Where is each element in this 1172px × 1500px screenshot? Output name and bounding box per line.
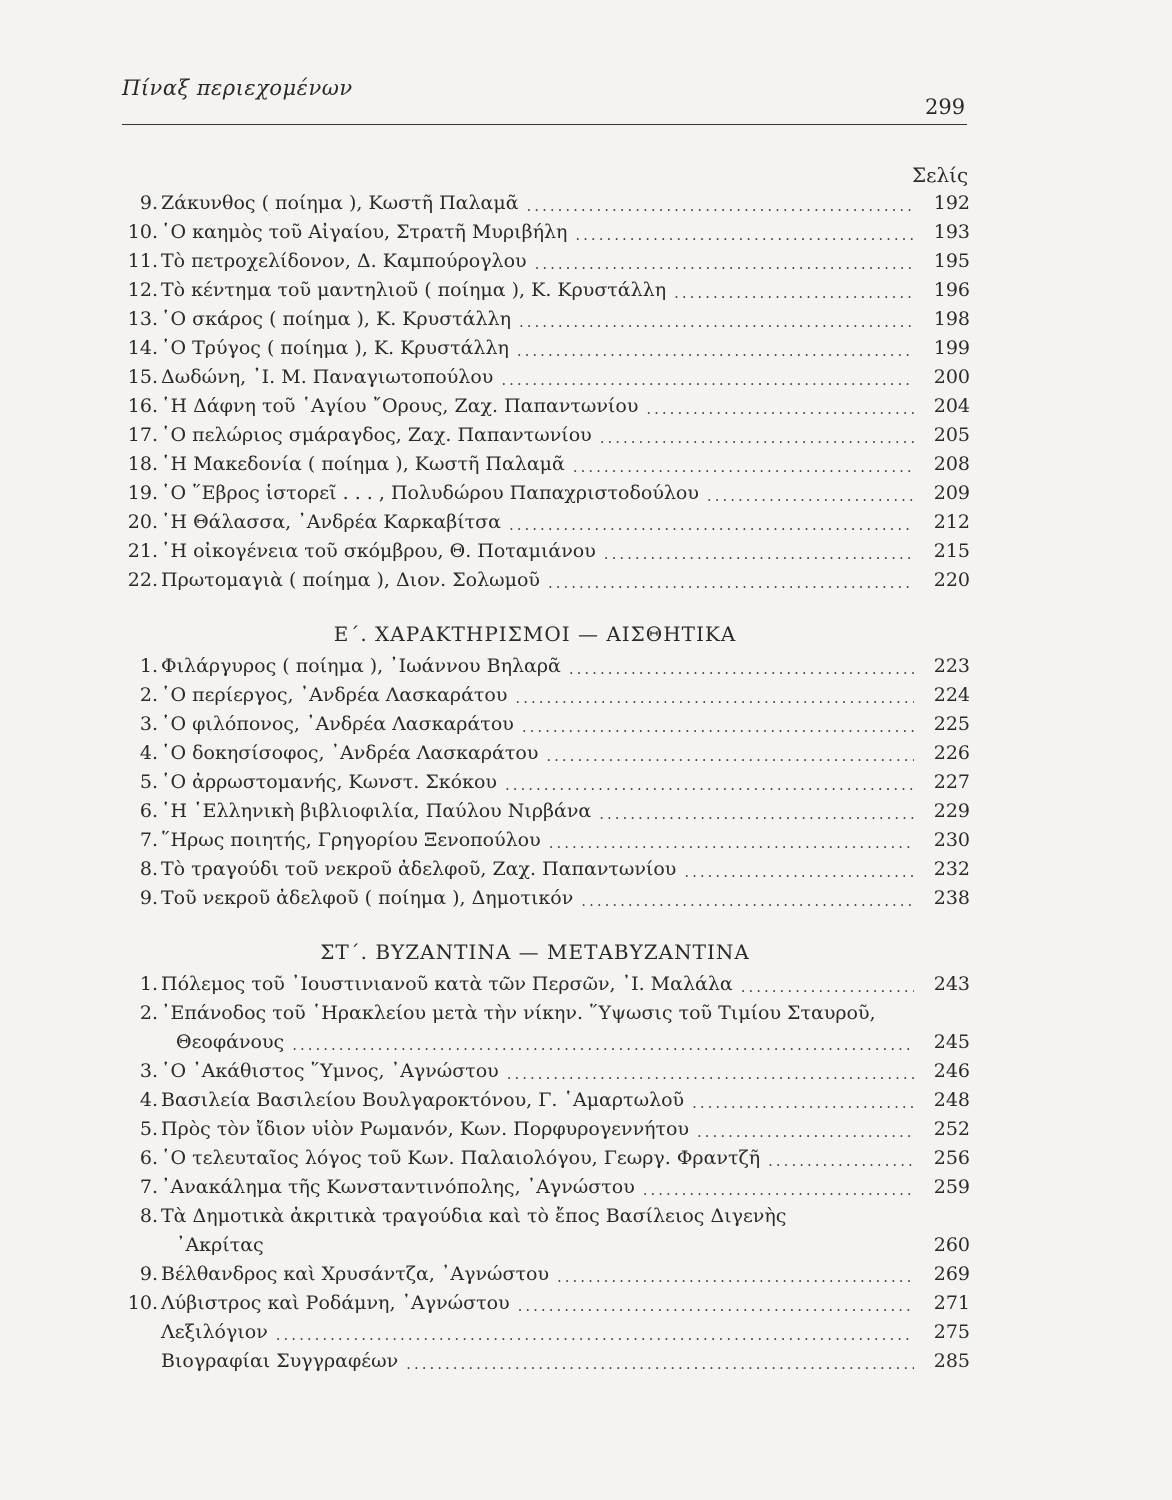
dot-leader (515, 689, 914, 708)
entry-page: 226 (933, 742, 970, 765)
toc-entry (100, 1055, 970, 1084)
dot-leader (517, 342, 914, 361)
toc-entry (100, 274, 970, 303)
entry-number: 14. (127, 337, 158, 360)
dot-leader (507, 1065, 914, 1084)
entry-title: Λύβιστρος καὶ Ροδάμνη, ᾿Αγνώστου (161, 1292, 510, 1315)
entry-page: 229 (933, 800, 970, 823)
toc-entry (100, 216, 970, 245)
toc-entry (100, 477, 970, 506)
entry-number: 5. (139, 771, 158, 794)
toc-entry (100, 187, 970, 216)
toc-entry (100, 1287, 970, 1316)
dot-leader (509, 516, 914, 535)
entry-number: 19. (127, 482, 158, 505)
entry-number: 8. (139, 1205, 158, 1228)
dot-leader (707, 487, 914, 506)
entry-page: 285 (933, 1350, 970, 1373)
entry-number: 1. (139, 973, 158, 996)
entry-number: 15. (127, 366, 158, 389)
dot-leader (522, 718, 914, 737)
entry-title: ῾Ο τελευταῖος λόγος τοῦ Κων. Παλαιολόγου, Γεωργ. Φραντζῆ (161, 1147, 761, 1170)
entry-number: 3. (139, 713, 158, 736)
entry-page: 232 (933, 858, 970, 881)
entry-number: 4. (139, 1089, 158, 1112)
dot-leader (768, 1152, 914, 1171)
toc-entry (100, 419, 970, 448)
entry-title: Πρωτομαγιὰ ( ποίημα ), Διον. Σολωμοῦ (161, 569, 540, 592)
entry-page: 252 (933, 1118, 970, 1141)
entry-page: 245 (933, 1031, 970, 1054)
entry-page: 260 (933, 1234, 970, 1257)
toc-entry (100, 1171, 970, 1200)
entry-page: 275 (933, 1321, 970, 1344)
entry-number: 10. (127, 1292, 158, 1315)
entry-number: 6. (139, 1147, 158, 1170)
entry-page: 224 (933, 684, 970, 707)
entry-page: 193 (933, 221, 970, 244)
dot-leader (575, 226, 914, 245)
entry-page: 256 (933, 1147, 970, 1170)
page-number: 299 (925, 95, 966, 119)
entry-number: 1. (139, 655, 158, 678)
entry-title: Δωδώνη, ᾿Ι. Μ. Παναγιωτοπούλου (161, 366, 494, 389)
toc-entry (100, 1345, 970, 1374)
toc-entry (100, 679, 970, 708)
section-e-heading: Ε΄. ΧΑΡΑΚΤΗΡΙΣΜΟΙ — ΑΙΣΘΗΤΙΚΑ (333, 622, 737, 646)
toc-entry (100, 824, 970, 853)
entry-page: 195 (933, 250, 970, 273)
dot-leader (573, 458, 914, 477)
toc-entry (100, 1113, 970, 1142)
header-rule (122, 124, 967, 125)
entry-page: 196 (933, 279, 970, 302)
entry-page: 248 (933, 1089, 970, 1112)
entry-title: Τοῦ νεκροῦ ἀδελφοῦ ( ποίημα ), Δημοτικόν (161, 887, 574, 910)
toc-entry (100, 448, 970, 477)
entry-title: ῾Ο δοκησίσοφος, ᾿Ανδρέα Λασκαράτου (161, 742, 539, 765)
entry-title: Θεοφάνους (176, 1031, 285, 1054)
page-column-label: Σελίς (912, 163, 969, 187)
entry-page: 243 (933, 973, 970, 996)
dot-leader (741, 978, 914, 997)
dot-leader (519, 313, 914, 332)
entry-title: Τὸ τραγούδι τοῦ νεκροῦ ἀδελφοῦ, Ζαχ. Παπαντωνίου (161, 858, 677, 881)
toc-entry (100, 1142, 970, 1171)
dot-leader (604, 545, 914, 564)
entry-page: 271 (933, 1292, 970, 1315)
entry-number: 8. (139, 858, 158, 881)
toc-entry-continuation (100, 1026, 970, 1055)
entry-number: 9. (139, 887, 158, 910)
entry-number: 2. (139, 1002, 158, 1025)
toc-entry (100, 1258, 970, 1287)
dot-leader (697, 1123, 914, 1142)
toc-entry (100, 795, 970, 824)
entry-page: 225 (933, 713, 970, 736)
entry-title: ῾Ο ᾿Ακάθιστος ῞Υμνος, ᾿Αγνώστου (161, 1060, 499, 1083)
dot-leader (599, 805, 914, 824)
entry-number: 6. (139, 800, 158, 823)
dot-leader (600, 429, 914, 448)
entry-number: 21. (127, 540, 158, 563)
dot-leader (501, 371, 914, 390)
entry-number: 7. (139, 829, 158, 852)
dot-leader (292, 1036, 914, 1055)
dot-leader (548, 574, 914, 593)
entry-number: 3. (139, 1060, 158, 1083)
entry-page: 205 (933, 424, 970, 447)
toc-entry (100, 853, 970, 882)
entry-title: ῾Ο καημὸς τοῦ Αἰγαίου, Στρατῆ Μυριβήλη (161, 221, 568, 244)
entry-title: ᾿Ανακάλημα τῆς Κωνσταντινόπολης, ᾿Αγνώστου (161, 1176, 635, 1199)
toc-entry (100, 1084, 970, 1113)
toc-entry (100, 245, 970, 274)
entry-number: 4. (139, 742, 158, 765)
entry-title: Βασιλεία Βασιλείου Βουλγαροκτόνου, Γ. ῾Αμαρτωλοῦ (161, 1089, 685, 1112)
entry-title: ῾Η Μακεδονία ( ποίημα ), Κωστῆ Παλαμᾶ (161, 453, 565, 476)
entry-title: ᾿Επάνοδος τοῦ ῾Ηρακλείου μετὰ τὴν νίκην. ῞Υψωσις τοῦ Τιμίου Σταυροῦ, (161, 1002, 876, 1025)
entry-title: Τὰ Δημοτικὰ ἀκριτικὰ τραγούδια καὶ τὸ ἔπος Βασίλειος Διγενὴς (161, 1205, 787, 1228)
toc-entry (100, 737, 970, 766)
toc-entry (100, 766, 970, 795)
entry-title: Τὸ πετροχελίδονον, Δ. Καμπούρογλου (161, 250, 527, 273)
dot-leader (646, 400, 914, 419)
toc-entry-continuation (100, 1229, 970, 1258)
entry-page: 238 (933, 887, 970, 910)
entry-title: ῾Ο φιλόπονος, ᾿Ανδρέα Λασκαράτου (161, 713, 514, 736)
entry-number: 11. (127, 250, 158, 273)
toc-entry (100, 968, 970, 997)
entry-page: 269 (933, 1263, 970, 1286)
dot-leader (692, 1094, 914, 1113)
entry-title: Ζάκυνθος ( ποίημα ), Κωστῆ Παλαμᾶ (161, 192, 519, 215)
entry-title: ῾Ο ῞Εβρος ἱστορεῖ . . . , Πολυδώρου Παπαχριστοδούλου (161, 482, 699, 505)
dot-leader (546, 747, 914, 766)
entry-page: 215 (933, 540, 970, 563)
entry-title: Φιλάργυρος ( ποίημα ), ᾿Ιωάννου Βηλαρᾶ (161, 655, 561, 678)
entry-page: 246 (933, 1060, 970, 1083)
entry-page: 220 (933, 569, 970, 592)
entry-page: 200 (933, 366, 970, 389)
entry-number: 9. (139, 1263, 158, 1286)
entry-title: ῾Ο Τρύγος ( ποίημα ), Κ. Κρυστάλλη (161, 337, 509, 360)
entry-number: 10. (127, 221, 158, 244)
dot-leader (406, 1355, 914, 1374)
entry-title: ῾Η οἰκογένεια τοῦ σκόμβρου, Θ. Ποταμιάνου (161, 540, 596, 563)
entry-number: 22. (127, 569, 158, 592)
toc-entry (100, 390, 970, 419)
running-title: Πίναξ περιεχομένων (122, 76, 353, 100)
entry-title: ῞Ηρως ποιητής, Γρηγορίου Ξενοπούλου (161, 829, 541, 852)
dot-leader (557, 1268, 914, 1287)
entry-title: ῾Η Δάφνη τοῦ ῾Αγίου ῎Ορους, Ζαχ. Παπαντωνίου (161, 395, 639, 418)
section-st-list (100, 968, 970, 1374)
entry-number: 18. (127, 453, 158, 476)
dot-leader (527, 197, 914, 216)
entry-page: 259 (933, 1176, 970, 1199)
toc-entry (100, 535, 970, 564)
entry-title: ῾Ο περίεργος, ᾿Ανδρέα Λασκαράτου (161, 684, 508, 707)
dot-leader (674, 284, 914, 303)
entry-number: 2. (139, 684, 158, 707)
entry-title: Πρὸς τὸν ἴδιον υἱὸν Ρωμανόν, Κων. Πορφυρογεννήτου (161, 1118, 690, 1141)
entry-page: 223 (933, 655, 970, 678)
entry-title: Βιογραφίαι Συγγραφέων (161, 1350, 399, 1373)
entry-page: 204 (933, 395, 970, 418)
entry-title: ῾Η Θάλασσα, ᾿Ανδρέα Καρκαβίτσα (161, 511, 501, 534)
entry-number: 7. (139, 1176, 158, 1199)
section-e-list (100, 650, 970, 911)
entry-page: 227 (933, 771, 970, 794)
entry-page: 212 (933, 511, 970, 534)
entry-number: 5. (139, 1118, 158, 1141)
entry-page: 199 (933, 337, 970, 360)
dot-leader (505, 776, 914, 795)
dot-leader (535, 255, 914, 274)
entry-page: 209 (933, 482, 970, 505)
toc-entry (100, 708, 970, 737)
entry-page: 198 (933, 308, 970, 331)
entry-page: 192 (933, 192, 970, 215)
dot-leader (684, 863, 914, 882)
toc-entry (100, 332, 970, 361)
dot-leader (549, 834, 914, 853)
toc-entry (100, 997, 970, 1026)
dot-leader (276, 1326, 914, 1345)
dot-leader (643, 1181, 914, 1200)
toc-entry (100, 1316, 970, 1345)
toc-entry (100, 650, 970, 679)
entry-title: Λεξιλόγιον (161, 1321, 268, 1344)
entry-number: 20. (127, 511, 158, 534)
entry-title: Βέλθανδρος καὶ Χρυσάντζα, ᾿Αγνώστου (161, 1263, 549, 1286)
entry-title: ῾Η ῾Ελληνικὴ βιβλιοφιλία, Παύλου Νιρβάνα (161, 800, 592, 823)
entry-title: Πόλεμος τοῦ ᾿Ιουστινιανοῦ κατὰ τῶν Περσῶν, ᾿Ι. Μαλάλα (161, 973, 733, 996)
entry-number: 16. (127, 395, 158, 418)
entry-page: 230 (933, 829, 970, 852)
toc-entry (100, 506, 970, 535)
toc-entry (100, 361, 970, 390)
section-d-list (100, 187, 970, 593)
entry-page: 208 (933, 453, 970, 476)
toc-entry (100, 882, 970, 911)
entry-title: ᾿Ακρίτας (176, 1234, 264, 1257)
entry-title: Τὸ κέντημα τοῦ μαντηλιοῦ ( ποίημα ), Κ. Κρυστάλλη (161, 279, 667, 302)
entry-title: ῾Ο σκάρος ( ποίημα ), Κ. Κρυστάλλη (161, 308, 511, 331)
dot-leader (581, 892, 914, 911)
table-of-contents (100, 187, 970, 1374)
entry-number: 13. (127, 308, 158, 331)
toc-entry (100, 564, 970, 593)
entry-number: 12. (127, 279, 158, 302)
entry-title: ῾Ο πελώριος σμάραγδος, Ζαχ. Παπαντωνίου (161, 424, 592, 447)
toc-entry (100, 1200, 970, 1229)
dot-leader (569, 660, 914, 679)
entry-number: 9. (139, 192, 158, 215)
dot-leader (518, 1297, 914, 1316)
entry-title: ῾Ο ἀρρωστομανής, Κωνστ. Σκόκου (161, 771, 497, 794)
toc-entry (100, 303, 970, 332)
entry-number: 17. (127, 424, 158, 447)
section-st-heading: ΣΤ΄. ΒΥΖΑΝΤΙΝΑ — ΜΕΤΑΒΥΖΑΝΤΙΝΑ (320, 940, 750, 964)
